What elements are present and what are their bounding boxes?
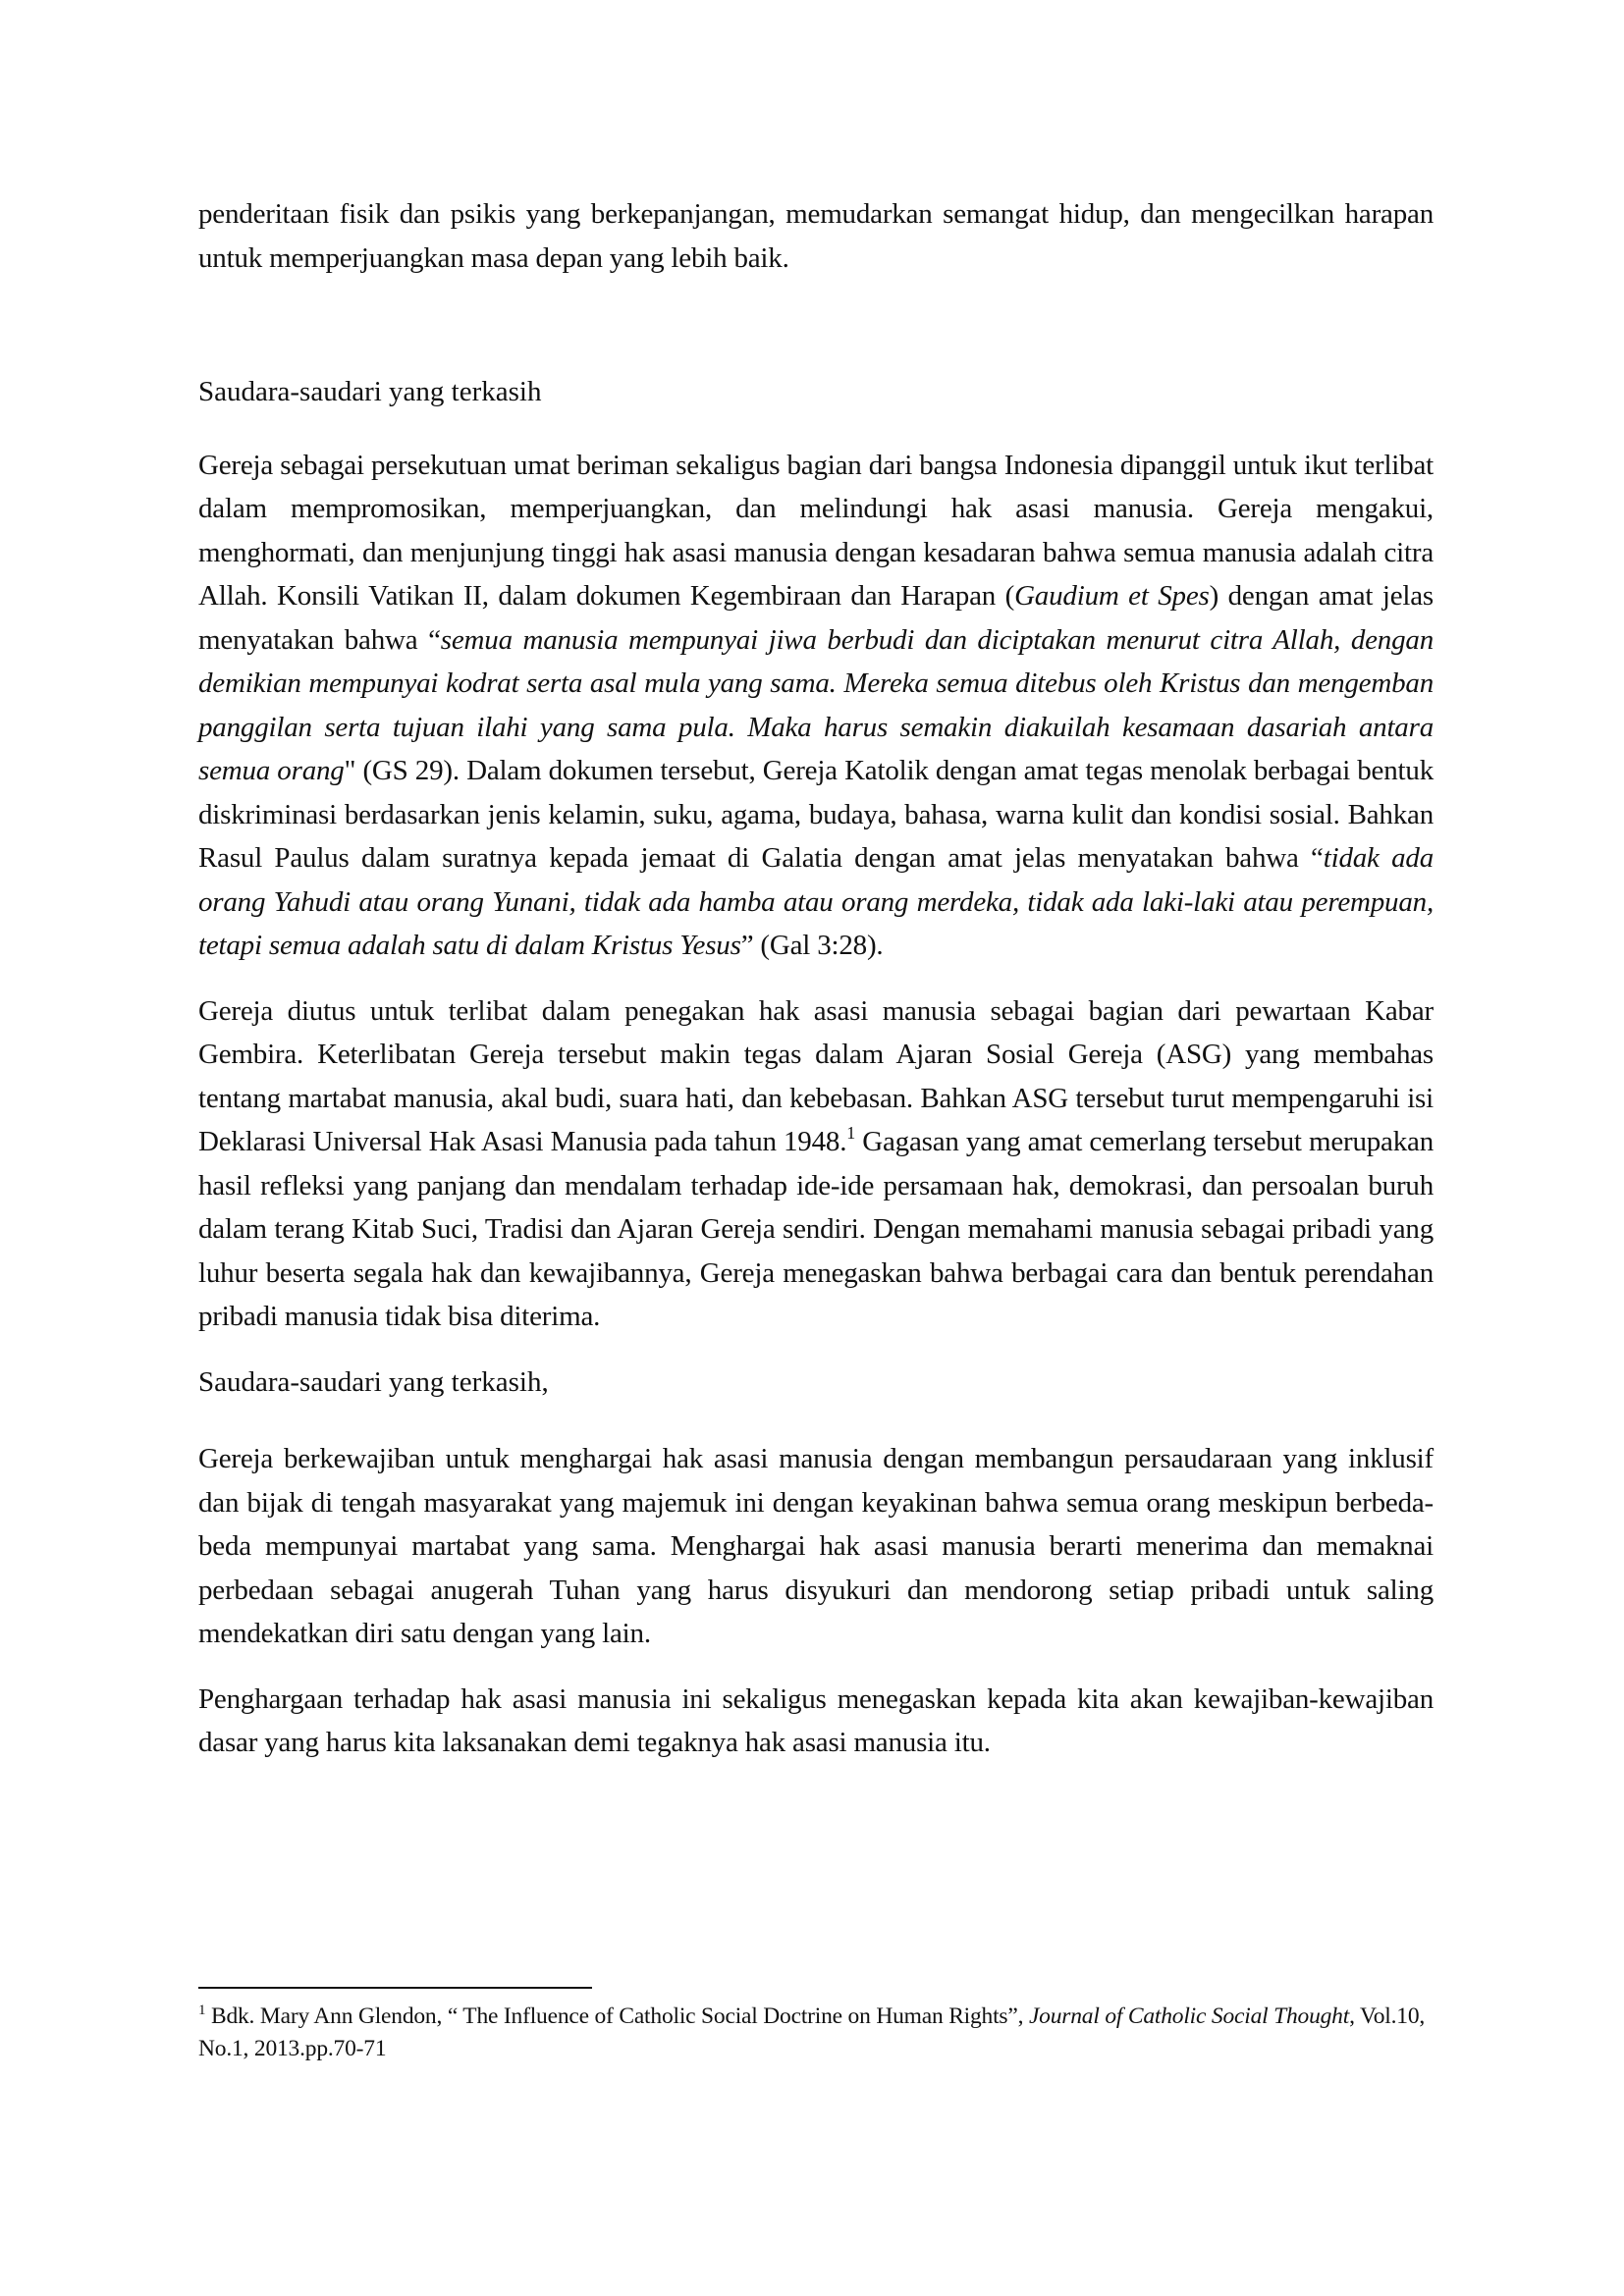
text-run: , Vol.10, No.1, 2013.pp.70-71 [198, 2003, 1426, 2061]
footnote [198, 2001, 1434, 2065]
italic-journal-title: Journal of Catholic Social Thought [1028, 2003, 1350, 2029]
paragraph-asg [198, 989, 1434, 1339]
text-run: Gereja diutus untuk terlibat dalam penegakan hak asasi manusia sebagai bagian dari pewartaan Kabar Gembira. Keterlibatan Gereja tersebut makin tegas dalam Ajaran Sosial Gereja (ASG) yang membahas tentang martabat manusia, akal budi, suara hati, dan kebebasan. Bahkan ASG tersebut turut mempengaruhi isi Deklarasi Universal Hak Asasi Manusia pada tahun 1948. [198, 994, 1434, 1157]
footnote-separator [198, 1987, 592, 1989]
spacer [198, 1339, 1434, 1361]
salutation-heading: Saudara-saudari yang terkasih [198, 376, 542, 407]
spacer [198, 414, 1434, 444]
text-run: " (GS 29). Dalam dokumen tersebut, Gereja Katolik dengan amat tegas menolak berbagai bentuk diskriminasi berdasarkan jenis kelamin, suku, agama, budaya, bahasa, warna kulit dan kondisi sosial. Bahkan Rasul Paulus dalam suratnya kepada jemaat di Galatia dengan amat jelas menyatakan bahwa “ [198, 755, 1434, 874]
text-run: ) dengan amat jelas menyatakan bahwa “ [198, 580, 1434, 656]
footnote-number: 1 [198, 2002, 206, 2018]
paragraph-continuation: penderitaan fisik dan psikis yang berkepanjangan, memudarkan semangat hidup, dan mengecilkan harapan untuk memperjuangkan masa depan yang lebih baik. [198, 198, 1434, 274]
text-run: Bdk. Mary Ann Glendon, “ The Influence of Catholic Social Doctrine on Human Rights”, [205, 2003, 1029, 2029]
text-run: Gereja sebagai persekutuan umat beriman sekaligus bagian dari bangsa Indonesia dipanggil untuk ikut terlibat dalam mempromosikan, memperjuangkan, dan melindungi hak asasi manusia. Gereja mengakui, menghormati, dan menjunjung tinggi hak asasi manusia dengan kesadaran bahwa semua manusia adalah citra Allah. Konsili Vatikan II, dalam dokumen Kegembiraan dan Harapan ( [198, 449, 1434, 612]
spacer [198, 1404, 1434, 1437]
spacer [198, 280, 1434, 370]
italic-title-gaudium-et-spes: Gaudium et Spes [1014, 580, 1210, 612]
paragraph-respect: Penghargaan terhadap hak asasi manusia ini sekaligus menegaskan kepada kita akan kewajiban-kewajiban dasar yang harus kita laksanakan demi tegaknya hak asasi manusia itu. [198, 1682, 1434, 1758]
footnote-reference[interactable]: 1 [846, 1123, 856, 1143]
italic-quote-gs29: semua manusia mempunyai jiwa berbudi dan diciptakan menurut citra Allah, dengan demikian mempunyai kodrat serta asal mula yang sama. Mereka semua ditebus oleh Kristus dan mengemban panggilan serta tujuan ilahi yang sama pula. Maka harus semakin diakuilah kesamaan dasariah antara semua orang [198, 623, 1434, 786]
text-run: ” (Gal 3:28). [740, 930, 884, 961]
paragraph-church-human-rights [198, 444, 1434, 968]
salutation-heading: Saudara-saudari yang terkasih, [198, 1365, 549, 1398]
document-page [198, 192, 1434, 1765]
paragraph-obligation: Gereja berkewajiban untuk menghargai hak asasi manusia dengan membangun persaudaraan yang inklusif dan bijak di tengah masyarakat yang majemuk ini dengan keyakinan bahwa semua orang meskipun berbeda-beda mempunyai martabat yang sama. Menghargai hak asasi manusia berarti menerima dan memaknai perbedaan sebagai anugerah Tuhan yang harus disyukuri dan mendorong setiap pribadi untuk saling mendekatkan diri satu dengan yang lain. [198, 1443, 1434, 1649]
italic-quote-galatians: tidak ada orang Yahudi atau orang Yunani, tidak ada hamba atau orang merdeka, tidak ada laki-laki atau perempuan, tetapi semua adalah satu di dalam Kristus Yesus [198, 842, 1434, 961]
text-run: Gagasan yang amat cemerlang tersebut merupakan hasil refleksi yang panjang dan mendalam terhadap ide-ide persamaan hak, demokrasi, dan persoalan buruh dalam terang Kitab Suci, Tradisi dan Ajaran Gereja sendiri. Dengan memahami manusia sebagai pribadi yang luhur beserta segala hak dan kewajibannya, Gereja menegaskan bahwa berbagai cara dan bentuk perendahan pribadi manusia tidak bisa diterima. [198, 1126, 1434, 1332]
